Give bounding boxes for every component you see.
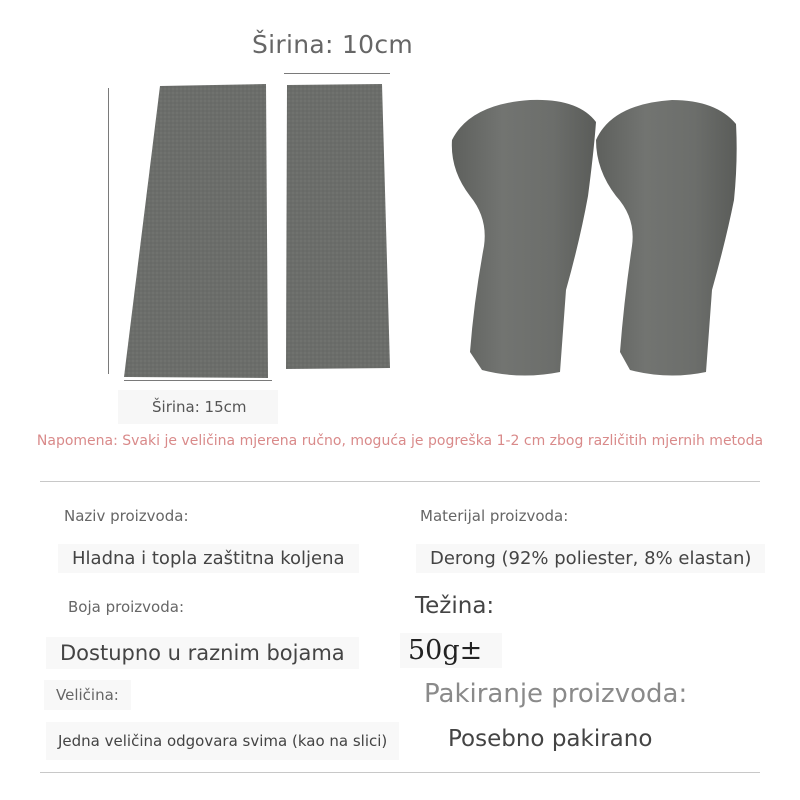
worn-sleeve-left bbox=[452, 100, 596, 376]
weight-label: Težina: bbox=[415, 593, 495, 619]
width-bottom-label: Širina: 15cm bbox=[118, 390, 278, 424]
size-label: Veličina: bbox=[44, 680, 131, 710]
material-value: Derong (92% poliester, 8% elastan) bbox=[416, 544, 765, 573]
flat-sleeve-left bbox=[124, 84, 268, 378]
divider-top bbox=[40, 481, 760, 482]
divider-bottom bbox=[40, 772, 760, 773]
width-bottom-line bbox=[124, 380, 272, 381]
size-value: Jedna veličina odgovara svima (kao na slici) bbox=[46, 722, 399, 760]
name-value: Hladna i topla zaštitna koljena bbox=[58, 544, 359, 573]
color-value: Dostupno u raznim bojama bbox=[46, 637, 359, 669]
length-line bbox=[108, 88, 109, 374]
width-top-label: Širina: 10cm bbox=[252, 30, 414, 59]
worn-sleeve-right bbox=[596, 100, 737, 376]
measurement-note: Napomena: Svaki je veličina mjerena ručno, moguća je pogreška 1-2 cm zbog različitih mjernih metoda bbox=[36, 433, 764, 449]
name-label: Naziv proizvoda: bbox=[64, 507, 189, 525]
packaging-value: Posebno pakirano bbox=[448, 726, 653, 752]
color-label: Boja proizvoda: bbox=[68, 598, 184, 616]
weight-value: 50g± bbox=[400, 633, 502, 668]
material-label: Materijal proizvoda: bbox=[420, 507, 569, 525]
packaging-label: Pakiranje proizvoda: bbox=[424, 679, 688, 709]
flat-sleeve-right bbox=[286, 84, 390, 369]
width-top-line bbox=[284, 73, 390, 74]
